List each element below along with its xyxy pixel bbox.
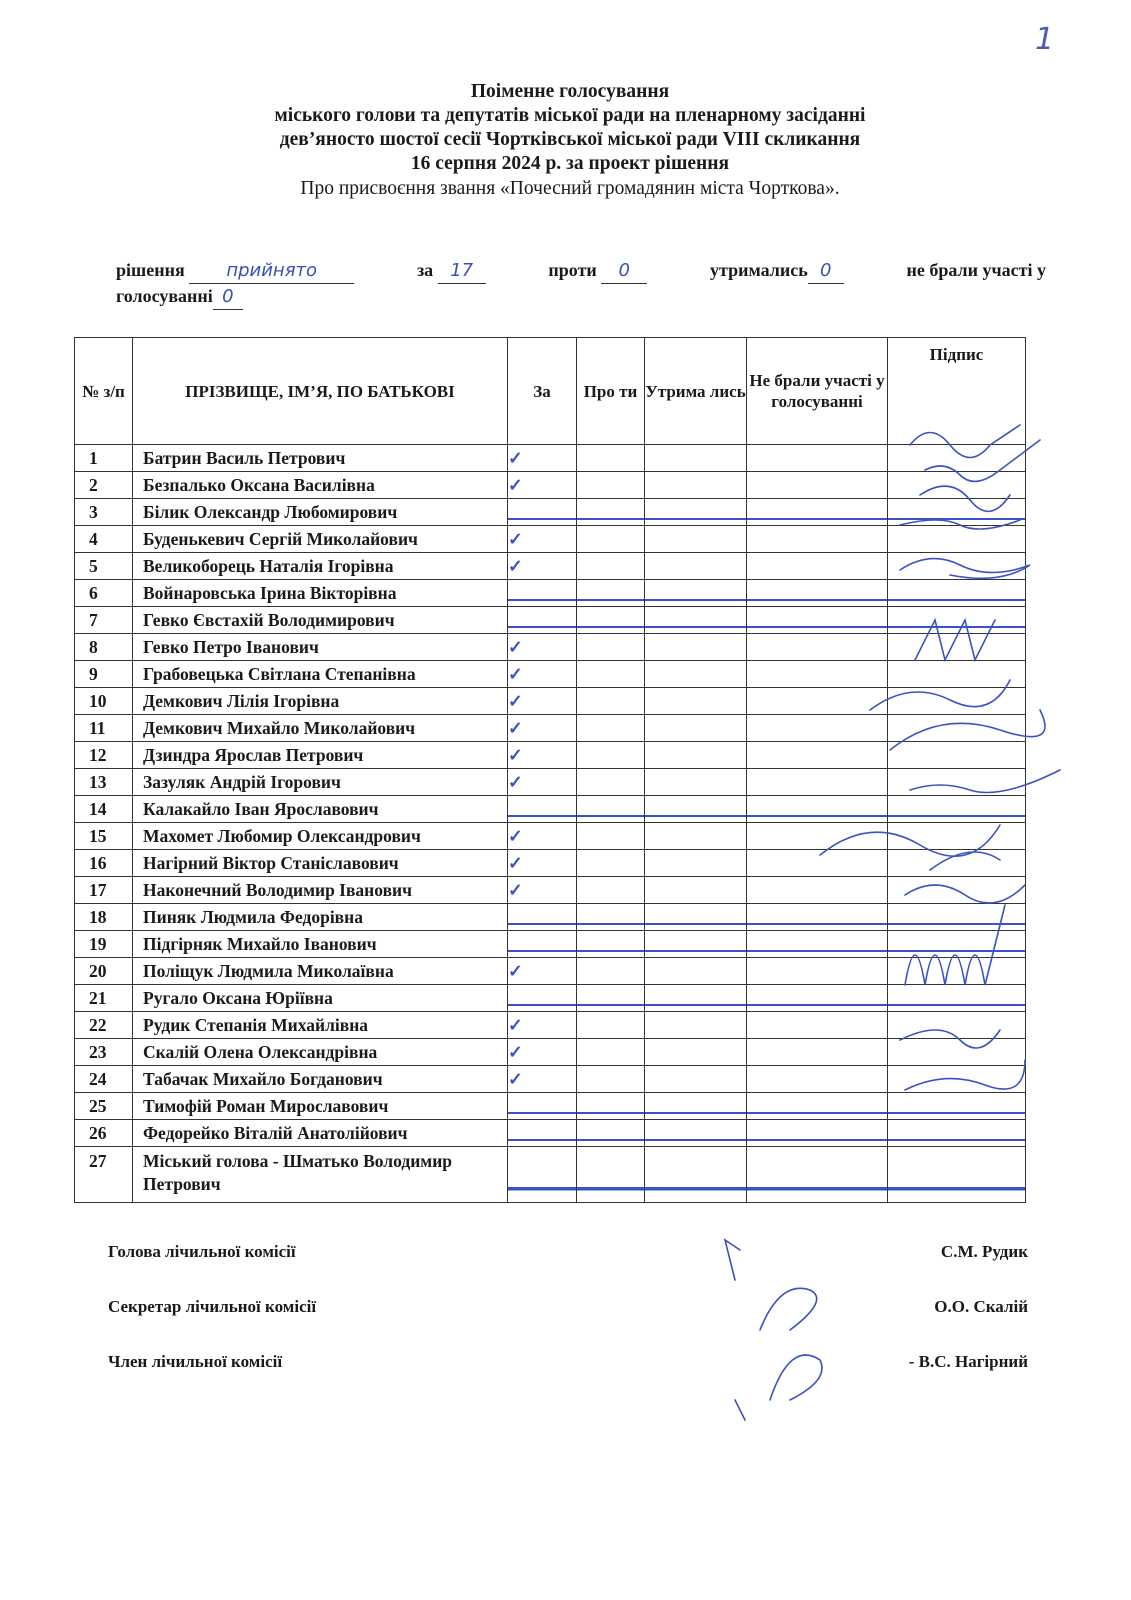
- header-name: ПРІЗВИЩЕ, ІМ’Я, ПО БАТЬКОВІ: [133, 338, 508, 445]
- table-row: [75, 1147, 1026, 1203]
- vote-for-cell: [508, 688, 577, 715]
- vote-not-voted-cell: [747, 526, 888, 553]
- table-header-row: [75, 338, 1026, 445]
- signature-cell: [888, 445, 1026, 472]
- table-row: [75, 823, 1026, 850]
- check-mark-icon: ✓: [508, 556, 523, 576]
- vote-for-cell: [508, 661, 577, 688]
- signer-name: - В.С. Нагірний: [908, 1352, 1028, 1371]
- vote-not-voted-cell: [747, 1066, 888, 1093]
- vote-abstained-cell: [645, 634, 747, 661]
- table-row: [75, 526, 1026, 553]
- against-count: 0: [601, 258, 647, 284]
- row-number: 14: [75, 796, 133, 823]
- vote-for-cell: [508, 904, 577, 931]
- vote-abstained-cell: [645, 580, 747, 607]
- signature-cell: [888, 877, 1026, 904]
- signer-role: Член лічильної комісії: [108, 1352, 283, 1371]
- decision-label: рішення: [116, 260, 185, 280]
- vote-not-voted-cell: [747, 499, 888, 526]
- vote-not-voted-cell: [747, 1039, 888, 1066]
- vote-abstained-cell: [645, 1147, 747, 1203]
- deputy-name: Пиняк Людмила Федорівна: [133, 904, 508, 931]
- table-row: [75, 1066, 1026, 1093]
- vote-not-voted-cell: [747, 688, 888, 715]
- table-row: [75, 1120, 1026, 1147]
- vote-not-voted-cell: [747, 634, 888, 661]
- vote-for-cell: [508, 580, 577, 607]
- signature-cell: [888, 553, 1026, 580]
- vote-for-cell: [508, 823, 577, 850]
- deputy-name: Войнаровська Ірина Вікторівна: [133, 580, 508, 607]
- row-number: 6: [75, 580, 133, 607]
- signature-cell: [888, 1147, 1026, 1203]
- check-mark-icon: ✓: [508, 664, 523, 684]
- vote-not-voted-cell: [747, 715, 888, 742]
- vote-against-cell: [577, 958, 645, 985]
- vote-for-cell: [508, 958, 577, 985]
- table-row: [75, 958, 1026, 985]
- vote-not-voted-cell: [747, 769, 888, 796]
- row-number: 15: [75, 823, 133, 850]
- check-mark-icon: ✓: [508, 880, 523, 900]
- deputy-name: Дзиндра Ярослав Петрович: [133, 742, 508, 769]
- signature-cell: [888, 769, 1026, 796]
- vote-against-cell: [577, 1066, 645, 1093]
- vote-for-cell: [508, 1120, 577, 1147]
- vote-against-cell: [577, 850, 645, 877]
- vote-against-cell: [577, 445, 645, 472]
- draft-decision-subject: Про присвоєння звання «Почесний громадянин міста Чорткова».: [300, 178, 840, 199]
- row-number: 20: [75, 958, 133, 985]
- vote-against-cell: [577, 985, 645, 1012]
- table-row: [75, 553, 1026, 580]
- vote-abstained-cell: [645, 526, 747, 553]
- heading-line-4: 16 серпня 2024 р. за проект рішення: [410, 153, 730, 174]
- row-number: 8: [75, 634, 133, 661]
- signature-cell: [888, 688, 1026, 715]
- vote-abstained-cell: [645, 1039, 747, 1066]
- deputy-name: Білик Олександр Любомирович: [133, 499, 508, 526]
- table-row: [75, 1093, 1026, 1120]
- heading-line-3: дев’яносто шостої сесії Чортківської міської ради VIII скликання: [279, 129, 861, 150]
- vote-for-cell: [508, 985, 577, 1012]
- not-voted-label-1: не брали участі у: [906, 260, 1046, 280]
- vote-abstained-cell: [645, 877, 747, 904]
- vote-for-cell: [508, 1147, 577, 1203]
- vote-against-cell: [577, 769, 645, 796]
- table-row: [75, 877, 1026, 904]
- signature-cell: [888, 1012, 1026, 1039]
- row-number: 26: [75, 1120, 133, 1147]
- row-number: 7: [75, 607, 133, 634]
- vote-abstained-cell: [645, 1066, 747, 1093]
- table-row: [75, 715, 1026, 742]
- vote-against-cell: [577, 499, 645, 526]
- vote-abstained-cell: [645, 661, 747, 688]
- signature-cell: [888, 958, 1026, 985]
- vote-not-voted-cell: [747, 607, 888, 634]
- vote-for-cell: [508, 931, 577, 958]
- vote-against-cell: [577, 931, 645, 958]
- signature-cell: [888, 796, 1026, 823]
- table-row: [75, 769, 1026, 796]
- deputy-name: Міський голова - Шматько Володимир Петрович: [133, 1147, 508, 1203]
- header-number: № з/п: [75, 338, 133, 445]
- check-mark-icon: ✓: [508, 1015, 523, 1035]
- header-for: За: [508, 338, 577, 445]
- signature-cell: [888, 904, 1026, 931]
- vote-against-cell: [577, 607, 645, 634]
- signer-chair: [108, 1242, 1028, 1297]
- table-row: [75, 1012, 1026, 1039]
- signer-member: [108, 1352, 1028, 1407]
- vote-against-cell: [577, 661, 645, 688]
- vote-not-voted-cell: [747, 985, 888, 1012]
- deputy-name: Калакайло Іван Ярославович: [133, 796, 508, 823]
- header-signature: Підпис: [888, 338, 1026, 445]
- signature-cell: [888, 850, 1026, 877]
- check-mark-icon: ✓: [508, 718, 523, 738]
- signature-cell: [888, 499, 1026, 526]
- vote-not-voted-cell: [747, 877, 888, 904]
- vote-abstained-cell: [645, 796, 747, 823]
- vote-for-cell: [508, 877, 577, 904]
- vote-for-cell: [508, 769, 577, 796]
- vote-against-cell: [577, 634, 645, 661]
- deputy-name: Великоборець Наталія Ігорівна: [133, 553, 508, 580]
- signer-name: О.О. Скалій: [934, 1297, 1028, 1316]
- vote-against-cell: [577, 1039, 645, 1066]
- not-voted-label-2: голосуванні: [116, 286, 213, 306]
- table-row: [75, 850, 1026, 877]
- signature-cell: [888, 580, 1026, 607]
- check-mark-icon: ✓: [508, 772, 523, 792]
- row-number: 9: [75, 661, 133, 688]
- vote-not-voted-cell: [747, 931, 888, 958]
- vote-not-voted-cell: [747, 1147, 888, 1203]
- vote-abstained-cell: [645, 499, 747, 526]
- signature-cell: [888, 931, 1026, 958]
- table-row: [75, 580, 1026, 607]
- check-mark-icon: ✓: [508, 745, 523, 765]
- vote-not-voted-cell: [747, 580, 888, 607]
- deputy-name: Безпалько Оксана Василівна: [133, 472, 508, 499]
- not-voted-count: 0: [213, 284, 243, 310]
- vote-for-cell: [508, 472, 577, 499]
- signature-cell: [888, 634, 1026, 661]
- row-number: 11: [75, 715, 133, 742]
- vote-for-cell: [508, 553, 577, 580]
- vote-against-cell: [577, 1012, 645, 1039]
- table-row: [75, 661, 1026, 688]
- signature-cell: [888, 1039, 1026, 1066]
- vote-abstained-cell: [645, 931, 747, 958]
- check-mark-icon: ✓: [508, 637, 523, 657]
- vote-for-cell: [508, 1012, 577, 1039]
- deputy-name: Поліщук Людмила Миколаївна: [133, 958, 508, 985]
- signature-cell: [888, 472, 1026, 499]
- vote-for-cell: [508, 445, 577, 472]
- deputy-name: Батрин Василь Петрович: [133, 445, 508, 472]
- vote-abstained-cell: [645, 1093, 747, 1120]
- signature-cell: [888, 607, 1026, 634]
- deputy-name: Рудик Степанія Михайлівна: [133, 1012, 508, 1039]
- row-number: 2: [75, 472, 133, 499]
- deputy-name: Грабовецька Світлана Степанівна: [133, 661, 508, 688]
- signer-name: С.М. Рудик: [940, 1242, 1028, 1261]
- row-number: 4: [75, 526, 133, 553]
- vote-not-voted-cell: [747, 823, 888, 850]
- for-count: 17: [438, 258, 486, 284]
- signature-cell: [888, 823, 1026, 850]
- vote-abstained-cell: [645, 904, 747, 931]
- deputy-name: Махомет Любомир Олександрович: [133, 823, 508, 850]
- row-number: 27: [75, 1147, 133, 1203]
- vote-abstained-cell: [645, 958, 747, 985]
- deputy-name: Зазуляк Андрій Ігорович: [133, 769, 508, 796]
- check-mark-icon: ✓: [508, 448, 523, 468]
- check-mark-icon: ✓: [508, 826, 523, 846]
- signer-secretary: [108, 1297, 1028, 1352]
- deputy-name: Демкович Лілія Ігорівна: [133, 688, 508, 715]
- signer-role: Секретар лічильної комісії: [108, 1297, 317, 1316]
- vote-against-cell: [577, 1120, 645, 1147]
- deputy-name: Гевко Петро Іванович: [133, 634, 508, 661]
- vote-abstained-cell: [645, 985, 747, 1012]
- signature-cell: [888, 661, 1026, 688]
- vote-abstained-cell: [645, 607, 747, 634]
- row-number: 17: [75, 877, 133, 904]
- vote-for-cell: [508, 499, 577, 526]
- abstained-label: утримались: [710, 260, 808, 280]
- vote-abstained-cell: [645, 1012, 747, 1039]
- vote-not-voted-cell: [747, 445, 888, 472]
- vote-for-cell: [508, 634, 577, 661]
- signer-role: Голова лічильної комісії: [108, 1242, 296, 1261]
- row-number: 19: [75, 931, 133, 958]
- deputy-name: Буденькевич Сергій Миколайович: [133, 526, 508, 553]
- for-label: за: [416, 260, 434, 280]
- deputy-name: Скалій Олена Олександрівна: [133, 1039, 508, 1066]
- vote-abstained-cell: [645, 445, 747, 472]
- heading-line-2: міського голови та депутатів міської ради на пленарному засіданні: [274, 105, 866, 126]
- row-number: 16: [75, 850, 133, 877]
- row-number: 24: [75, 1066, 133, 1093]
- vote-abstained-cell: [645, 688, 747, 715]
- vote-against-cell: [577, 823, 645, 850]
- vote-against-cell: [577, 742, 645, 769]
- vote-against-cell: [577, 553, 645, 580]
- table-row: [75, 499, 1026, 526]
- vote-not-voted-cell: [747, 1093, 888, 1120]
- roll-call-table: [74, 337, 1026, 1203]
- vote-for-cell: [508, 796, 577, 823]
- vote-for-cell: [508, 715, 577, 742]
- deputy-name: Гевко Євстахій Володимирович: [133, 607, 508, 634]
- vote-abstained-cell: [645, 472, 747, 499]
- row-number: 13: [75, 769, 133, 796]
- deputy-name: Нагірний Віктор Станіславович: [133, 850, 508, 877]
- vote-not-voted-cell: [747, 958, 888, 985]
- signature-cell: [888, 1066, 1026, 1093]
- heading-line-1: Поіменне голосування: [470, 81, 670, 102]
- check-mark-icon: ✓: [508, 1042, 523, 1062]
- vote-not-voted-cell: [747, 661, 888, 688]
- vote-abstained-cell: [645, 769, 747, 796]
- deputy-name: Підгірняк Михайло Іванович: [133, 931, 508, 958]
- deputy-name: Ругало Оксана Юріївна: [133, 985, 508, 1012]
- check-mark-icon: ✓: [508, 475, 523, 495]
- vote-abstained-cell: [645, 1120, 747, 1147]
- check-mark-icon: ✓: [508, 961, 523, 981]
- vote-against-cell: [577, 877, 645, 904]
- row-number: 25: [75, 1093, 133, 1120]
- vote-abstained-cell: [645, 553, 747, 580]
- against-label: проти: [548, 260, 597, 280]
- page-number: 1: [1035, 22, 1055, 57]
- row-number: 12: [75, 742, 133, 769]
- header-abstained: Утрима лись: [645, 338, 747, 445]
- table-row: [75, 607, 1026, 634]
- vote-for-cell: [508, 607, 577, 634]
- vote-for-cell: [508, 526, 577, 553]
- vote-not-voted-cell: [747, 1012, 888, 1039]
- vote-against-cell: [577, 796, 645, 823]
- table-row: [75, 904, 1026, 931]
- decision-value: прийнято: [189, 258, 354, 284]
- vote-against-cell: [577, 472, 645, 499]
- vote-abstained-cell: [645, 850, 747, 877]
- counting-commission: [108, 1242, 1028, 1407]
- deputy-name: Демкович Михайло Миколайович: [133, 715, 508, 742]
- signature-cell: [888, 1120, 1026, 1147]
- vote-abstained-cell: [645, 823, 747, 850]
- vote-not-voted-cell: [747, 850, 888, 877]
- vote-abstained-cell: [645, 715, 747, 742]
- vote-for-cell: [508, 1066, 577, 1093]
- signature-cell: [888, 526, 1026, 553]
- signature-cell: [888, 742, 1026, 769]
- signature-cell: [888, 715, 1026, 742]
- vote-not-voted-cell: [747, 904, 888, 931]
- signature-cell: [888, 1093, 1026, 1120]
- vote-not-voted-cell: [747, 796, 888, 823]
- row-number: 10: [75, 688, 133, 715]
- table-row: [75, 688, 1026, 715]
- vote-against-cell: [577, 1093, 645, 1120]
- table-row: [75, 985, 1026, 1012]
- row-number: 21: [75, 985, 133, 1012]
- deputy-name: Федорейко Віталій Анатолійович: [133, 1120, 508, 1147]
- vote-for-cell: [508, 1093, 577, 1120]
- deputy-name: Наконечний Володимир Іванович: [133, 877, 508, 904]
- vote-not-voted-cell: [747, 472, 888, 499]
- document-heading: [90, 80, 1050, 201]
- deputy-name: Тимофій Роман Мирославович: [133, 1093, 508, 1120]
- check-mark-icon: ✓: [508, 1069, 523, 1089]
- table-row: [75, 796, 1026, 823]
- vote-not-voted-cell: [747, 553, 888, 580]
- table-row: [75, 445, 1026, 472]
- vote-against-cell: [577, 580, 645, 607]
- vote-against-cell: [577, 688, 645, 715]
- table-row: [75, 634, 1026, 661]
- vote-result: [116, 258, 1046, 310]
- vote-against-cell: [577, 715, 645, 742]
- check-mark-icon: ✓: [508, 529, 523, 549]
- header-against: Про ти: [577, 338, 645, 445]
- vote-against-cell: [577, 1147, 645, 1203]
- table-row: [75, 931, 1026, 958]
- check-mark-icon: ✓: [508, 853, 523, 873]
- vote-not-voted-cell: [747, 1120, 888, 1147]
- row-number: 18: [75, 904, 133, 931]
- row-number: 3: [75, 499, 133, 526]
- vote-for-cell: [508, 1039, 577, 1066]
- vote-for-cell: [508, 742, 577, 769]
- vote-abstained-cell: [645, 742, 747, 769]
- row-number: 5: [75, 553, 133, 580]
- vote-for-cell: [508, 850, 577, 877]
- table-row: [75, 1039, 1026, 1066]
- table-row: [75, 742, 1026, 769]
- check-mark-icon: ✓: [508, 691, 523, 711]
- vote-against-cell: [577, 526, 645, 553]
- vote-against-cell: [577, 904, 645, 931]
- table-row: [75, 472, 1026, 499]
- row-number: 1: [75, 445, 133, 472]
- row-number: 23: [75, 1039, 133, 1066]
- abstained-count: 0: [808, 258, 844, 284]
- deputy-name: Табачак Михайло Богданович: [133, 1066, 508, 1093]
- signature-cell: [888, 985, 1026, 1012]
- vote-not-voted-cell: [747, 742, 888, 769]
- row-number: 22: [75, 1012, 133, 1039]
- header-not-voted: Не брали участі у голосуванні: [747, 338, 888, 445]
